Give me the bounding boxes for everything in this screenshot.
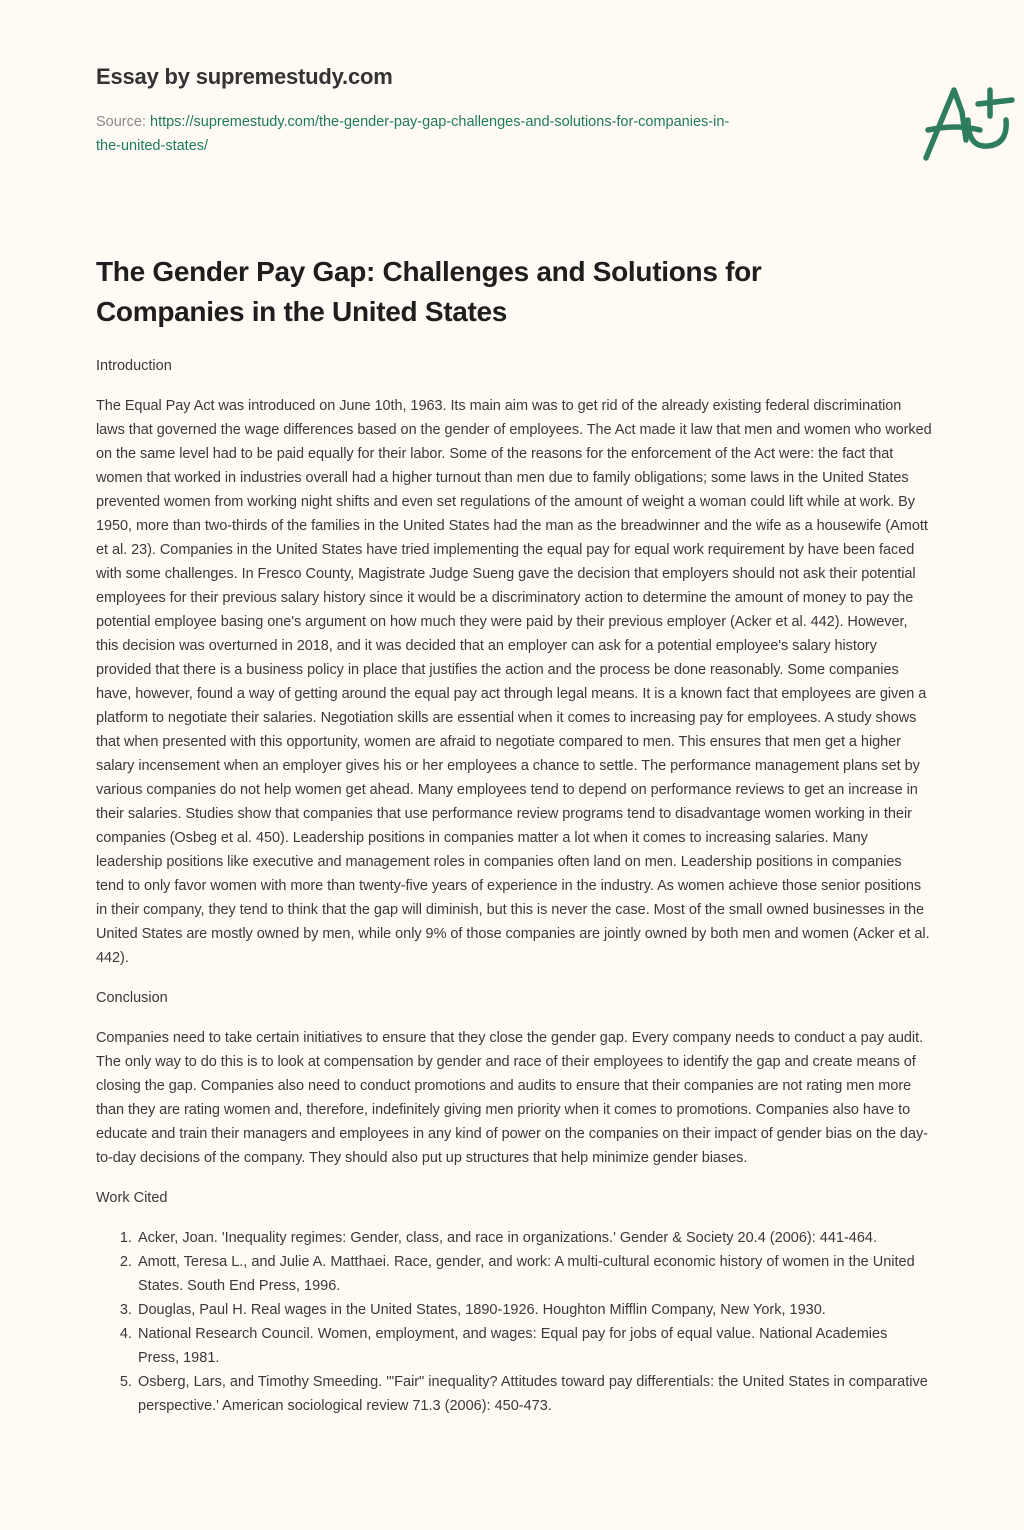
citation-item: 5. Osberg, Lars, and Timothy Smeeding. '"Fair" inequality? Attitudes toward pay differentials: the United States in comparative perspective.' American sociological review 71.3 (2006): 450-473. [136,1370,932,1418]
source-line [96,110,736,158]
a-plus-grade-icon [916,70,1024,170]
citation-item: 4. National Research Council. Women, employment, and wages: Equal pay for jobs of equal value. National Academies Press, 1981. [136,1322,932,1370]
section-heading-introduction: Introduction [96,358,172,374]
source-link[interactable]: https://supremestudy.com/the-gender-pay-gap-challenges-and-solutions-for-companies-in-the-united-states/ [96,114,730,154]
citation-item: 2. Amott, Teresa L., and Julie A. Matthaei. Race, gender, and work: A multi-cultural economic history of women in the United States. South End Press, 1996. [136,1250,932,1298]
works-cited-list [96,1226,932,1418]
section-heading-works-cited: Work Cited [96,1190,168,1206]
conclusion-paragraph: Companies need to take certain initiatives to ensure that they close the gender gap. Every company needs to conduct a pay audit. The only way to do this is to look at compensation by gender and race of their employees to identify the gap and create means of closing the gap. Companies also need to conduct promotions and audits to ensure that their companies are not rating men more than they are rating women and, therefore, indefinitely giving men priority when it comes to promotions. Companies also have to educate and train their managers and employees in any kind of power on the companies on their impact of gender bias on the day-to-day decisions of the company. They should also put up structures that help minimize gender biases. [96,1030,928,1166]
citation-item: 1. Acker, Joan. 'Inequality regimes: Gender, class, and race in organizations.' Gender & Society 20.4 (2006): 441-464. [136,1226,932,1250]
essay-body [96,354,932,1418]
site-title: Essay by supremestudy.com [96,64,393,89]
introduction-paragraph: The Equal Pay Act was introduced on June 10th, 1963. Its main aim was to get rid of the already existing federal discrimination laws that governed the wage differences based on the gender of employees. The Act made it law that men and women who worked on the same level had to be paid equally for their labor. Some of the reasons for the enforcement of the Act were: the fact that women that worked in industries overall had a higher turnout than men due to family obligations; some laws in the United States prevented women from working night shifts and even set regulations of the amount of weight a woman could lift while at work. By 1950, more than two-thirds of the families in the United States had the man as the breadwinner and the wife as a housewife (Amott et al. 23). Companies in the United States have tried implementing the equal pay for equal work requirement by have been faced with some challenges. In Fresco County, Magistrate Judge Sueng gave the decision that employers should not ask their potential employees for their previous salary history since it would be a discriminatory action to determine the amount of money to pay the potential employee basing one's argument on how much they were paid by their previous employer (Acker et al. 442). However, this decision was overturned in 2018, and it was decided that an employer can ask for a potential employee's salary history provided that there is a business policy in place that justifies the action and the process be done reasonably. Some companies have, however, found a way of getting around the equal pay act through legal means. It is a known fact that employees are given a platform to negotiate their salaries. Negotiation skills are essential when it comes to increasing pay for employees. A study shows that when presented with this opportunity, women are afraid to negotiate compared to men. This ensures that men get a higher salary incensement when an employer gives his or her employees a chance to settle. The performance management plans set by various companies do not help women get ahead. Many employees tend to depend on performance reviews to get an increase in their salaries. Studies show that companies that use performance review programs tend to disadvantage women working in their companies (Osbeg et al. 450). Leadership positions in companies matter a lot when it comes to increasing salaries. Many leadership positions like executive and management roles in companies often land on men. Leadership positions in companies tend to only favor women with more than twenty-five years of experience in the industry. As women achieve those senior positions in their company, they tend to think that the gap will diminish, but this is never the case. Most of the small owned businesses in the United States are mostly owned by men, while only 9% of those companies are jointly owned by both men and women (Acker et al. 442). [96,398,932,966]
source-label: Source: [96,114,150,130]
section-heading-conclusion: Conclusion [96,990,168,1006]
essay-title: The Gender Pay Gap: Challenges and Solutions for Companies in the United States [96,256,762,327]
citation-item: 3. Douglas, Paul H. Real wages in the United States, 1890-1926. Houghton Mifflin Company, New York, 1930. [136,1298,932,1322]
